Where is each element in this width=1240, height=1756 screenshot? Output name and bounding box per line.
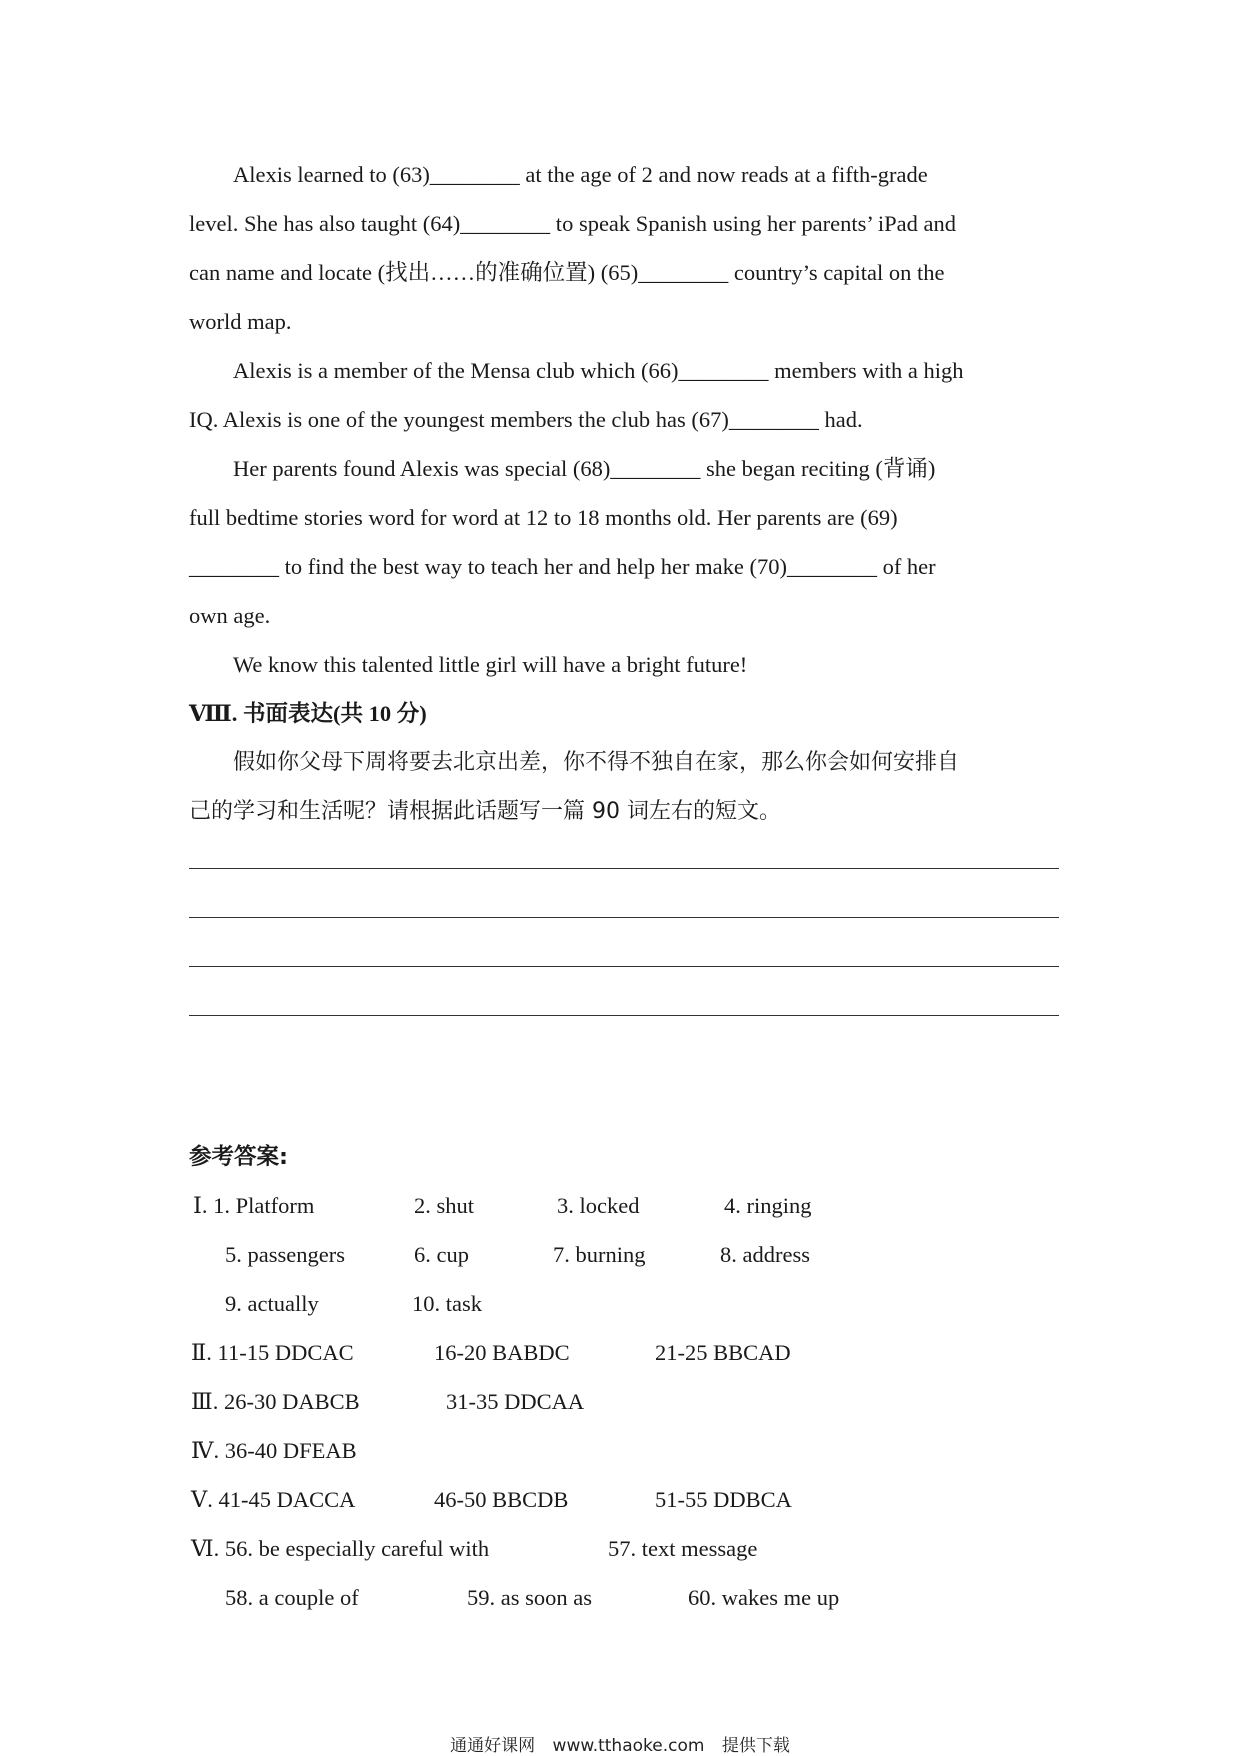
passage-line: level. She has also taught (64)________ to speak Spanish using her parents’ iPad and — [189, 211, 956, 236]
passage-line: IQ. Alexis is one of the youngest members the club has (67)________ had. — [189, 407, 863, 432]
footer-url-link[interactable]: www.tthaoke.com — [552, 1736, 705, 1756]
writing-prompt-line: 己的学习和生活呢？请根据此话题写一篇 90 词左右的短文。 — [189, 799, 781, 824]
answer-item: Ⅳ. 36-40 DFEAB — [191, 1438, 357, 1463]
answer-item: Ⅵ. 56. be especially careful with — [191, 1536, 490, 1561]
answer-item: Ⅰ. 1. Platform — [193, 1193, 315, 1218]
page-footer — [0, 1736, 1240, 1756]
answer-item: Ⅱ. 11-15 DDCAC — [191, 1340, 354, 1365]
answer-item: 4. ringing — [724, 1193, 812, 1218]
passage-line: full bedtime stories word for word at 12 to 18 months old. Her parents are (69) — [189, 505, 898, 530]
passage-line: Alexis is a member of the Mensa club which (66)________ members with a high — [233, 358, 964, 383]
footer-suffix: 提供下载 — [721, 1736, 790, 1756]
answer-item: 9. actually — [225, 1291, 319, 1316]
answer-item: 3. locked — [557, 1193, 640, 1218]
passage-line: We know this talented little girl will have a bright future! — [233, 652, 748, 677]
answer-item: 2. shut — [414, 1193, 475, 1218]
answer-item: 58. a couple of — [225, 1585, 359, 1610]
footer-site-name: 通通好课网 — [450, 1736, 536, 1756]
writing-prompt-line: 假如你父母下周将要去北京出差，你不得不独自在家，那么你会如何安排自 — [233, 750, 960, 775]
writing-section-heading: Ⅷ. 书面表达(共 10 分) — [189, 701, 427, 726]
writing-answer-line — [189, 868, 1059, 869]
answers-heading: 参考答案: — [189, 1144, 288, 1170]
answer-item: 10. task — [412, 1291, 482, 1316]
answer-item: Ⅲ. 26-30 DABCB — [191, 1389, 360, 1414]
answer-item: 46-50 BBCDB — [434, 1487, 569, 1512]
writing-answer-line — [189, 966, 1059, 967]
passage-line: world map. — [189, 309, 292, 334]
answer-item: 6. cup — [414, 1242, 469, 1267]
writing-answer-line — [189, 917, 1059, 918]
writing-answer-line — [189, 1015, 1059, 1016]
passage-line: Alexis learned to (63)________ at the age of 2 and now reads at a fifth-grade — [233, 162, 928, 187]
answer-item: 60. wakes me up — [688, 1585, 840, 1610]
passage-line: own age. — [189, 603, 271, 628]
passage-line: Her parents found Alexis was special (68)________ she began reciting (背诵) — [233, 456, 936, 481]
answer-item: 16-20 BABDC — [434, 1340, 570, 1365]
answer-item: Ⅴ. 41-45 DACCA — [191, 1487, 356, 1512]
passage-line: ________ to find the best way to teach her and help her make (70)________ of her — [189, 554, 936, 579]
answer-item: 21-25 BBCAD — [655, 1340, 791, 1365]
answer-item: 31-35 DDCAA — [446, 1389, 585, 1414]
answer-item: 51-55 DDBCA — [655, 1487, 792, 1512]
answer-item: 7. burning — [553, 1242, 646, 1267]
answer-item: 59. as soon as — [467, 1585, 592, 1610]
passage-line: can name and locate (找出……的准确位置) (65)________ country’s capital on the — [189, 260, 945, 285]
answer-item: 57. text message — [608, 1536, 758, 1561]
answer-item: 8. address — [720, 1242, 810, 1267]
answer-item: 5. passengers — [225, 1242, 345, 1267]
